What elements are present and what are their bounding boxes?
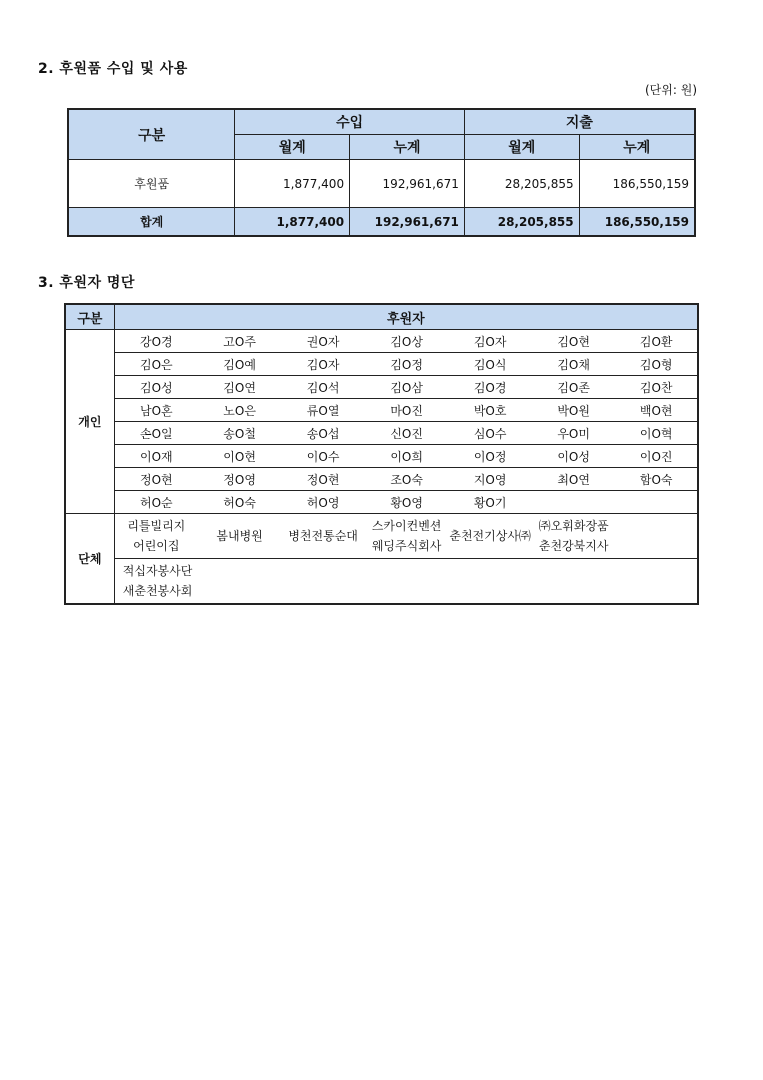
donor-name: 허O순 (114, 491, 198, 514)
total-expense-monthly-cell: 28,205,855 (464, 208, 579, 237)
group-category-label: 단체 (65, 514, 114, 605)
total-income-monthly-cell: 1,877,400 (235, 208, 350, 237)
header-category: 구분 (65, 304, 114, 330)
donor-name: 지O영 (448, 468, 532, 491)
donor-name: 정O현 (114, 468, 198, 491)
total-row (68, 208, 695, 237)
group-donor-line: 춘천강북지사 (538, 539, 609, 553)
donor-name: 신O진 (365, 422, 449, 445)
donor-name: 손O일 (114, 422, 198, 445)
donor-list-table (64, 303, 699, 605)
group-donor-name (114, 559, 198, 605)
donor-name: 김O정 (365, 353, 449, 376)
donor-name: 김O삼 (365, 376, 449, 399)
donor-name: 이O희 (365, 445, 449, 468)
individual-row (65, 445, 698, 468)
empty-cell (365, 559, 449, 605)
donor-name: 황O영 (365, 491, 449, 514)
group-donor-line: 새춘천봉사회 (122, 584, 193, 598)
donor-name: 김O은 (114, 353, 198, 376)
header-income-monthly: 월계 (235, 135, 350, 160)
donor-name: 이O수 (281, 445, 365, 468)
donor-name: 허O숙 (198, 491, 282, 514)
donor-name: 조O숙 (365, 468, 449, 491)
income-monthly-cell: 1,877,400 (235, 160, 350, 208)
donor-name: 심O수 (448, 422, 532, 445)
donor-name: 김O예 (198, 353, 282, 376)
donor-name: 김O연 (198, 376, 282, 399)
header-expense-monthly: 월계 (464, 135, 579, 160)
group-donor-line: ㈜오휘화장품 (538, 519, 609, 533)
empty-cell (198, 559, 282, 605)
donor-name: 김O식 (448, 353, 532, 376)
group-donor-line: 적십자봉사단 (122, 564, 193, 578)
group-donor-line: 웨딩주식회사 (371, 539, 442, 553)
group-donor-name (365, 514, 449, 559)
header-category: 구분 (68, 109, 235, 160)
donor-name: 김O상 (365, 330, 449, 353)
individual-row (65, 376, 698, 399)
row-label: 후원품 (68, 160, 235, 208)
expense-monthly-cell: 28,205,855 (464, 160, 579, 208)
donor-name: 김O성 (114, 376, 198, 399)
expense-cumulative-cell: 186,550,159 (579, 160, 695, 208)
total-income-cumulative-cell: 192,961,671 (350, 208, 465, 237)
empty-cell (281, 559, 365, 605)
donor-name (615, 491, 698, 514)
header-expense-cumulative: 누계 (579, 135, 695, 160)
donor-name: 최O연 (532, 468, 616, 491)
group-donor-name (532, 514, 616, 559)
donor-name: 김O자 (281, 353, 365, 376)
group-row (65, 514, 698, 559)
donor-name: 고O주 (198, 330, 282, 353)
empty-cell (532, 559, 616, 605)
donor-name: 강O경 (114, 330, 198, 353)
donor-name: 김O석 (281, 376, 365, 399)
empty-cell (448, 559, 532, 605)
empty-cell (615, 559, 698, 605)
donor-name: 김O존 (532, 376, 616, 399)
individual-row (65, 353, 698, 376)
empty-cell (615, 514, 698, 559)
donor-name: 송O철 (198, 422, 282, 445)
group-donor-name (448, 514, 532, 559)
donor-name: 박O원 (532, 399, 616, 422)
group-donor-line: 병천전통순대 (288, 529, 358, 543)
donor-name: 김O현 (532, 330, 616, 353)
donor-name: 남O혼 (114, 399, 198, 422)
donor-name: 마O진 (365, 399, 449, 422)
donation-income-expense-table (67, 108, 696, 237)
header-income-cumulative: 누계 (350, 135, 465, 160)
donor-name: 백O현 (615, 399, 698, 422)
group-donor-line: 봄내병원 (216, 529, 263, 543)
total-label: 합계 (68, 208, 235, 237)
individual-row (65, 468, 698, 491)
donor-name: 김O환 (615, 330, 698, 353)
header-expense: 지출 (464, 109, 695, 135)
section-title-donor-list: 3. 후원자 명단 (38, 275, 135, 291)
income-cumulative-cell: 192,961,671 (350, 160, 465, 208)
donor-name: 류O열 (281, 399, 365, 422)
donor-name: 김O채 (532, 353, 616, 376)
individual-row (65, 330, 698, 353)
individual-row (65, 422, 698, 445)
group-donor-name (281, 514, 365, 559)
individual-row (65, 399, 698, 422)
table-row (68, 160, 695, 208)
donor-name: 함O숙 (615, 468, 698, 491)
donor-name (532, 491, 616, 514)
donor-name: 송O섭 (281, 422, 365, 445)
donor-name: 김O형 (615, 353, 698, 376)
donor-name: 이O재 (114, 445, 198, 468)
donor-name: 황O기 (448, 491, 532, 514)
individual-row (65, 491, 698, 514)
donor-name: 이O현 (198, 445, 282, 468)
header-income: 수입 (235, 109, 465, 135)
header-donors: 후원자 (114, 304, 698, 330)
donor-name: 이O진 (615, 445, 698, 468)
donor-name: 권O자 (281, 330, 365, 353)
donor-name: 김O경 (448, 376, 532, 399)
group-donor-name (198, 514, 282, 559)
unit-label: (단위: 원) (645, 83, 697, 97)
donor-name: 김O찬 (615, 376, 698, 399)
donor-name: 이O혁 (615, 422, 698, 445)
donor-name: 허O영 (281, 491, 365, 514)
individual-category-label: 개인 (65, 330, 114, 514)
donor-name: 이O정 (448, 445, 532, 468)
donor-name: 노O은 (198, 399, 282, 422)
group-donor-line: 어린이집 (133, 539, 180, 553)
group-donor-line: 춘천전기상사㈜ (449, 529, 531, 543)
group-row (65, 559, 698, 605)
donor-name: 우O미 (532, 422, 616, 445)
donor-name: 이O성 (532, 445, 616, 468)
group-donor-line: 리틀빌리지 (127, 519, 186, 533)
group-donor-line: 스카이컨벤션 (371, 519, 442, 533)
total-expense-cumulative-cell: 186,550,159 (579, 208, 695, 237)
donor-name: 박O호 (448, 399, 532, 422)
donor-name: 김O자 (448, 330, 532, 353)
donor-name: 정O영 (198, 468, 282, 491)
donor-name: 정O현 (281, 468, 365, 491)
group-donor-name (114, 514, 198, 559)
section-title-donations: 2. 후원품 수입 및 사용 (38, 61, 188, 77)
